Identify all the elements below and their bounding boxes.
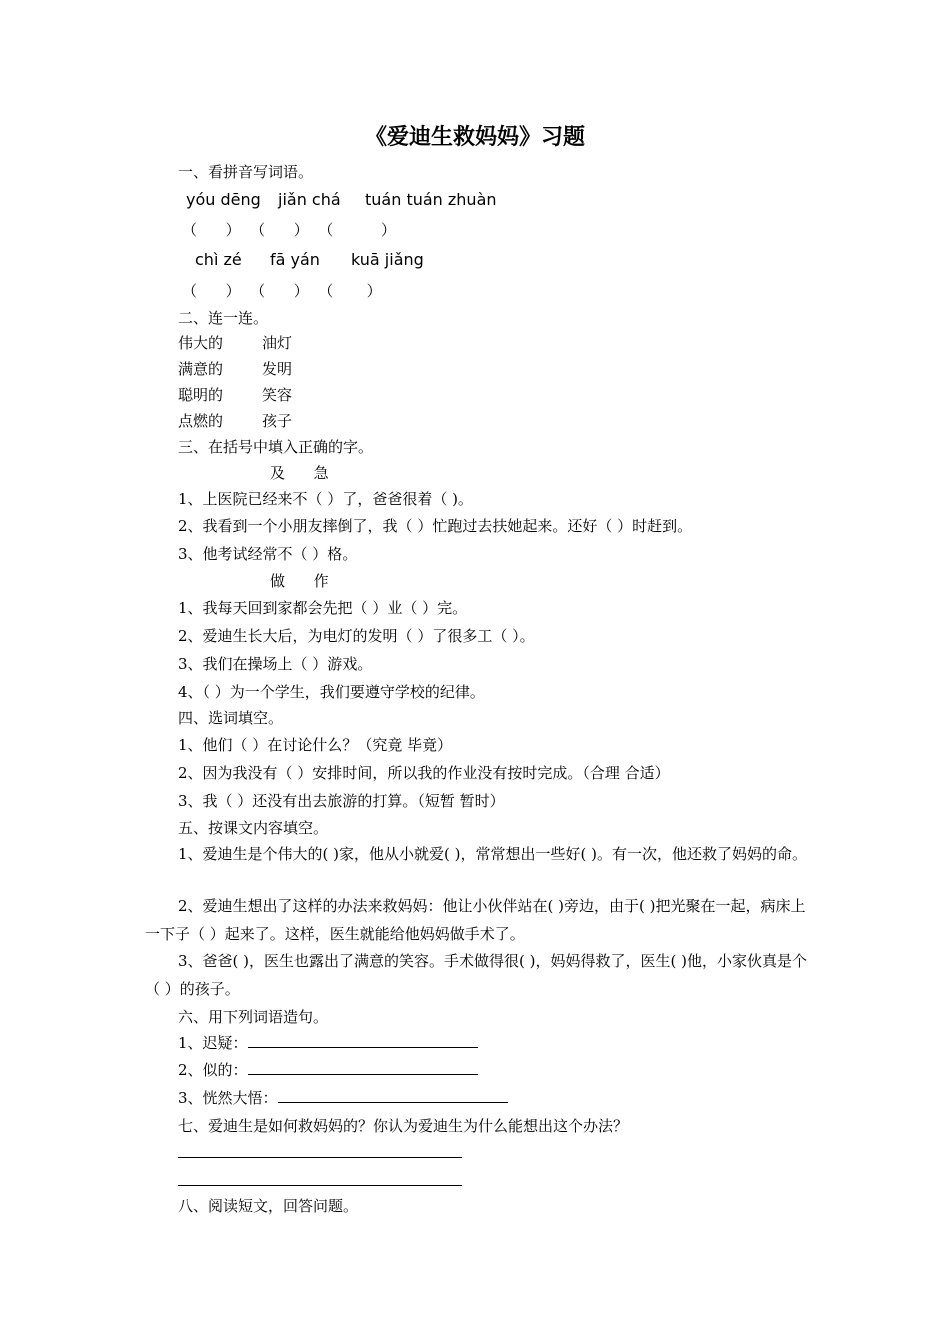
section8-heading: 八、阅读短文，回答问题。 [178,1197,359,1215]
section7-heading: 七、爱迪生是如何救妈妈的？你认为爱迪生为什么能想出这个办法？ [178,1117,629,1135]
pinyin-item: tuán tuán zhuàn [365,190,497,209]
match-left-item: 满意的 [178,360,224,378]
text-fill-paragraph: 1、爱迪生是个伟大的( )家，他从小就爱( )，常常想出一些好( )。有一次，他还救了妈妈的命。 [178,845,807,863]
answer-line[interactable] [178,1157,462,1158]
fill-item: 2、我看到一个小朋友摔倒了，我（ ）忙跑过去扶她起来。还好（ ）时赶到。 [178,517,693,535]
sentence-item [178,1033,478,1053]
sentence-item [178,1088,508,1108]
answer-line[interactable] [248,1060,478,1075]
answer-line[interactable] [178,1185,462,1186]
pinyin-item: fā yán [270,250,320,269]
match-right-item: 油灯 [262,334,293,352]
fill-item: 1、我每天回到家都会先把（ ）业（ ）完。 [178,599,468,617]
fill-item: 1、上医院已经来不（ ）了，爸爸很着（ )。 [178,490,473,508]
match-left-item: 伟大的 [178,334,224,352]
sentence-word: 1、迟疑： [178,1034,248,1052]
section5-heading: 五、按课文内容填空。 [178,819,329,837]
section4-heading: 四、选词填空。 [178,709,284,727]
sentence-word: 3、恍然大悟： [178,1089,278,1107]
answer-line[interactable] [248,1033,478,1048]
match-right-item: 发明 [262,360,293,378]
page-title: 《爱迪生救妈妈》习题 [364,124,585,150]
sentence-word: 2、似的： [178,1061,248,1079]
section3-heading: 三、在括号中填入正确的字。 [178,438,374,456]
text-fill-paragraph: 2、爱迪生想出了这样的办法来救妈妈：他让小伙伴站在( )旁边，由于( )把光聚在一起，病床上一下子（ ）起来了。这样，医生就能给他妈妈做手术了。 [145,897,806,943]
fill-item: 4、（ ）为一个学生，我们要遵守学校的纪律。 [178,683,485,701]
sentence-item [178,1060,478,1080]
pinyin-item: chì zé [195,250,242,269]
fill-item: 1、他们（ ）在讨论什么？（究竟 毕竟） [178,736,453,754]
section2-heading: 二、连一连。 [178,309,269,327]
section1-heading: 一、看拼音写词语。 [178,163,314,181]
pinyin-item: yóu dēng [186,190,261,209]
answer-brackets: （ ） （ ） （ ） [182,282,382,300]
match-right-item: 孩子 [262,412,293,430]
text-fill-paragraph: 3、爸爸( )，医生也露出了满意的笑容。手术做得很( )，妈妈得救了，医生( )他，小家伙真是个（ ）的孩子。 [145,952,807,998]
match-left-item: 聪明的 [178,386,224,404]
answer-line[interactable] [278,1088,508,1103]
section6-heading: 六、用下列词语造句。 [178,1008,329,1026]
fill-item: 2、爱迪生长大后，为电灯的发明（ ）了很多工（ ）。 [178,627,535,645]
answer-brackets: （ ） （ ） （ ） [182,221,396,239]
fill-item: 3、我（ ）还没有出去旅游的打算。（短暂 暂时） [178,792,505,810]
choice-characters: 及 急 [270,464,329,482]
fill-item: 3、他考试经常不（ ）格。 [178,545,358,563]
match-left-item: 点燃的 [178,412,224,430]
pinyin-item: jiǎn chá [278,190,341,209]
fill-item: 3、我们在操场上（ ）游戏。 [178,655,373,673]
fill-item: 2、因为我没有（ ）安排时间，所以我的作业没有按时完成。（合理 合适） [178,764,670,782]
pinyin-item: kuā jiǎng [351,250,424,269]
match-right-item: 笑容 [262,386,293,404]
choice-characters: 做 作 [270,572,329,590]
